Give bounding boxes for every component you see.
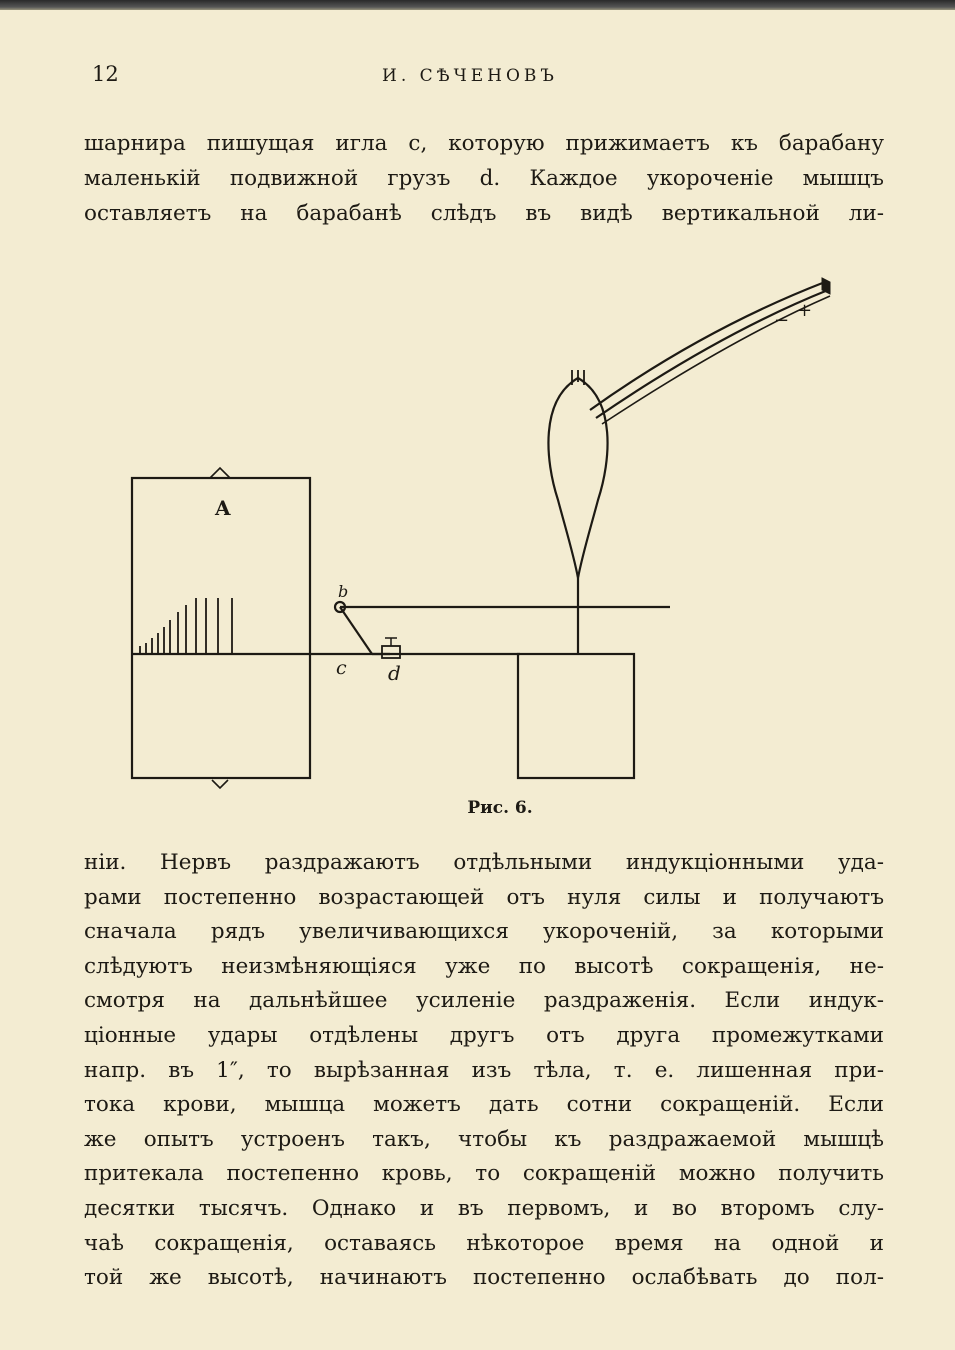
text-line: рами постепенно возрастающей отъ нуля силы и получаютъ xyxy=(84,884,884,910)
text-line: оставляетъ на барабанѣ слѣдъ въ видѣ вертикальной ли- xyxy=(84,201,884,226)
text-line: же опытъ устроенъ такъ, чтобы къ раздражаемой мышцѣ xyxy=(84,1126,884,1152)
electrode-wire-2 xyxy=(596,290,828,418)
kymograph-drum xyxy=(132,478,310,778)
weight-handle xyxy=(385,638,397,646)
text-line: ніи. Нервъ раздражаютъ отдѣльными индукціонными уда- xyxy=(84,850,884,875)
text-line: ціонные удары отдѣлены другъ отъ друга промежутками xyxy=(84,1022,884,1048)
muscle xyxy=(548,378,607,578)
text-line: шарнира пишущая игла c, которую прижимаетъ къ барабану xyxy=(84,131,884,156)
text-line: десятки тысячъ. Однако и въ первомъ, и во второмъ слу- xyxy=(84,1195,884,1221)
text-line: слѣдуютъ неизмѣняющіяся уже по высотѣ сокращенія, не- xyxy=(84,953,884,979)
label-hinge: b xyxy=(338,582,349,601)
text-line: тока крови, мышца можетъ дать сотни сокращеній. Если xyxy=(84,1092,884,1118)
running-head: И. СѢЧЕНОВЪ xyxy=(382,66,558,86)
load-box xyxy=(518,654,634,778)
drum-bottom-axle xyxy=(212,780,228,788)
label-needle: c xyxy=(336,657,347,679)
recorded-contractions xyxy=(140,598,232,654)
drum-top-axle xyxy=(210,468,230,478)
text-line: сначала рядъ увеличивающихся укороченій, за которыми xyxy=(84,919,884,945)
label-minus: − xyxy=(774,310,790,331)
label-drum: A xyxy=(215,496,231,520)
page-top-edge xyxy=(0,0,955,10)
paragraph-top xyxy=(84,126,884,231)
page-number: 12 xyxy=(92,62,119,86)
electrode-wire-1 xyxy=(590,282,825,410)
text-line: смотря на дальнѣйшее усиленіе раздраженія. Если индук- xyxy=(84,988,884,1014)
sliding-weight xyxy=(382,646,400,658)
writing-needle xyxy=(340,607,372,654)
text-line: чаѣ сокращенія, оставаясь нѣкоторое время на одной и xyxy=(84,1230,884,1256)
text-line: маленькій подвижной грузъ d. Каждое укороченіе мышцъ xyxy=(84,166,884,191)
paragraph-bottom xyxy=(84,846,884,1296)
text-line: притекала постепенно кровь, то сокращеній можно получить xyxy=(84,1161,884,1187)
figure-caption: Рис. 6. xyxy=(467,798,533,818)
figure-6 xyxy=(100,260,880,800)
page-header xyxy=(92,62,872,92)
label-plus: + xyxy=(797,300,813,321)
text-line: той же высотѣ, начинаютъ постепенно ослабѣвать до пол- xyxy=(84,1265,884,1291)
text-line: напр. въ 1″, то вырѣзанная изъ тѣла, т. е. лишенная при- xyxy=(84,1057,884,1083)
electrode-wire-3 xyxy=(602,296,830,424)
label-weight: d xyxy=(388,661,401,685)
